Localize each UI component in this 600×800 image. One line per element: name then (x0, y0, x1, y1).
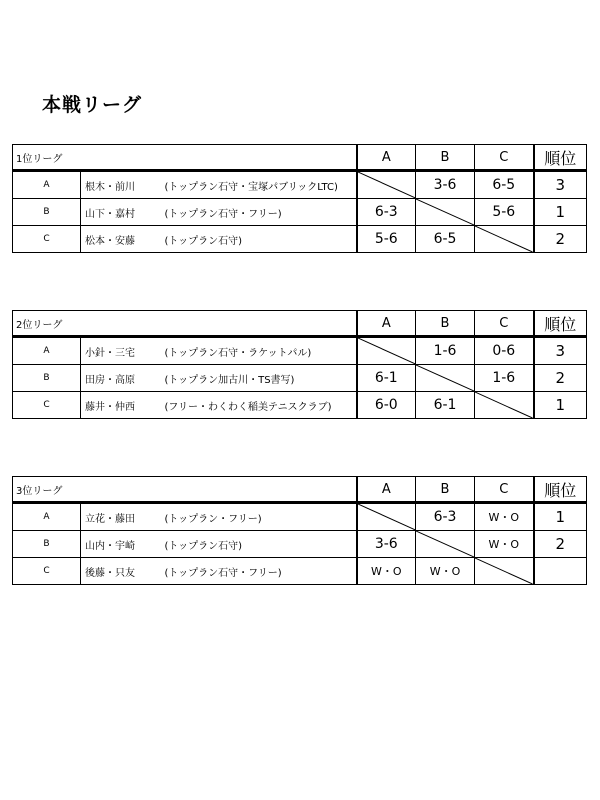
col-header-rank: 順位 (534, 477, 587, 503)
table-row (13, 199, 587, 226)
player-code: A (13, 503, 81, 531)
score-a: W・O (357, 558, 416, 585)
table-row (13, 558, 587, 585)
col-header-rank: 順位 (534, 311, 587, 337)
player-code: C (13, 392, 81, 419)
page-title: 本戦リーグ (42, 94, 143, 116)
player-club: (トップラン・フリー) (165, 503, 357, 531)
diagonal-cell (357, 503, 416, 531)
player-code: B (13, 531, 81, 558)
table-row (13, 365, 587, 392)
diagonal-cell (475, 558, 534, 585)
player-pair: 小針・三宅 (81, 337, 165, 365)
diagonal-cell (416, 199, 475, 226)
player-pair: 立花・藤田 (81, 503, 165, 531)
player-club: (フリー・わくわく稲美テニスクラブ) (165, 392, 357, 419)
player-code: B (13, 199, 81, 226)
col-header-a: A (357, 311, 416, 337)
player-club: (トップラン石守) (165, 226, 357, 253)
diagonal-line (416, 199, 474, 225)
player-club: (トップラン石守・ラケットパル) (165, 337, 357, 365)
score-a: 3-6 (357, 531, 416, 558)
rank-value: 1 (534, 503, 587, 531)
diagonal-line (358, 172, 416, 198)
table-row (13, 392, 587, 419)
score-b: W・O (416, 558, 475, 585)
league-name: 2位リーグ (13, 311, 357, 337)
diagonal-line (358, 338, 416, 364)
player-pair: 藤井・仲西 (81, 392, 165, 419)
rank-value: 2 (534, 531, 587, 558)
diagonal-line (416, 531, 474, 557)
player-pair: 山下・嘉村 (81, 199, 165, 226)
diagonal-line (416, 365, 474, 391)
league-table-2 (12, 310, 587, 419)
col-header-b: B (416, 145, 475, 171)
score-c: W・O (475, 503, 534, 531)
table-row (13, 503, 587, 531)
score-c: 0-6 (475, 337, 534, 365)
col-header-rank: 順位 (534, 145, 587, 171)
player-pair: 後藤・只友 (81, 558, 165, 585)
score-a: 6-0 (357, 392, 416, 419)
rank-value: 1 (534, 199, 587, 226)
player-club: (トップラン加古川・TS書写) (165, 365, 357, 392)
score-c: W・O (475, 531, 534, 558)
player-code: C (13, 226, 81, 253)
player-pair: 根木・前川 (81, 171, 165, 199)
player-club: (トップラン石守) (165, 531, 357, 558)
score-a: 6-3 (357, 199, 416, 226)
player-code: A (13, 337, 81, 365)
league-table-1 (12, 144, 587, 253)
col-header-b: B (416, 477, 475, 503)
diagonal-cell (475, 392, 534, 419)
diagonal-cell (475, 226, 534, 253)
rank-value (534, 558, 587, 585)
col-header-c: C (475, 311, 534, 337)
score-b: 6-5 (416, 226, 475, 253)
rank-value: 3 (534, 337, 587, 365)
diagonal-line (358, 504, 416, 530)
rank-value: 2 (534, 365, 587, 392)
player-code: A (13, 171, 81, 199)
diagonal-line (475, 558, 533, 584)
rank-value: 3 (534, 171, 587, 199)
league-header-row (13, 311, 587, 337)
league-header-row (13, 145, 587, 171)
league-table-3 (12, 476, 587, 585)
score-b: 1-6 (416, 337, 475, 365)
table-row (13, 531, 587, 558)
player-club: (トップラン石守・宝塚パブリックLTC) (165, 171, 357, 199)
diagonal-cell (416, 365, 475, 392)
player-club: (トップラン石守・フリー) (165, 199, 357, 226)
player-club: (トップラン石守・フリー) (165, 558, 357, 585)
score-a: 6-1 (357, 365, 416, 392)
diagonal-cell (357, 337, 416, 365)
col-header-a: A (357, 145, 416, 171)
score-b: 3-6 (416, 171, 475, 199)
player-pair: 田房・高原 (81, 365, 165, 392)
league-name: 3位リーグ (13, 477, 357, 503)
player-pair: 松本・安藤 (81, 226, 165, 253)
col-header-c: C (475, 145, 534, 171)
col-header-a: A (357, 477, 416, 503)
table-row (13, 337, 587, 365)
diagonal-line (475, 226, 533, 252)
col-header-c: C (475, 477, 534, 503)
league-name: 1位リーグ (13, 145, 357, 171)
player-code: B (13, 365, 81, 392)
score-c: 5-6 (475, 199, 534, 226)
score-b: 6-3 (416, 503, 475, 531)
table-row (13, 226, 587, 253)
diagonal-line (475, 392, 533, 418)
rank-value: 1 (534, 392, 587, 419)
score-b: 6-1 (416, 392, 475, 419)
col-header-b: B (416, 311, 475, 337)
score-c: 6-5 (475, 171, 534, 199)
score-c: 1-6 (475, 365, 534, 392)
table-row (13, 171, 587, 199)
diagonal-cell (416, 531, 475, 558)
score-a: 5-6 (357, 226, 416, 253)
league-header-row (13, 477, 587, 503)
player-pair: 山内・宇崎 (81, 531, 165, 558)
rank-value: 2 (534, 226, 587, 253)
diagonal-cell (357, 171, 416, 199)
player-code: C (13, 558, 81, 585)
